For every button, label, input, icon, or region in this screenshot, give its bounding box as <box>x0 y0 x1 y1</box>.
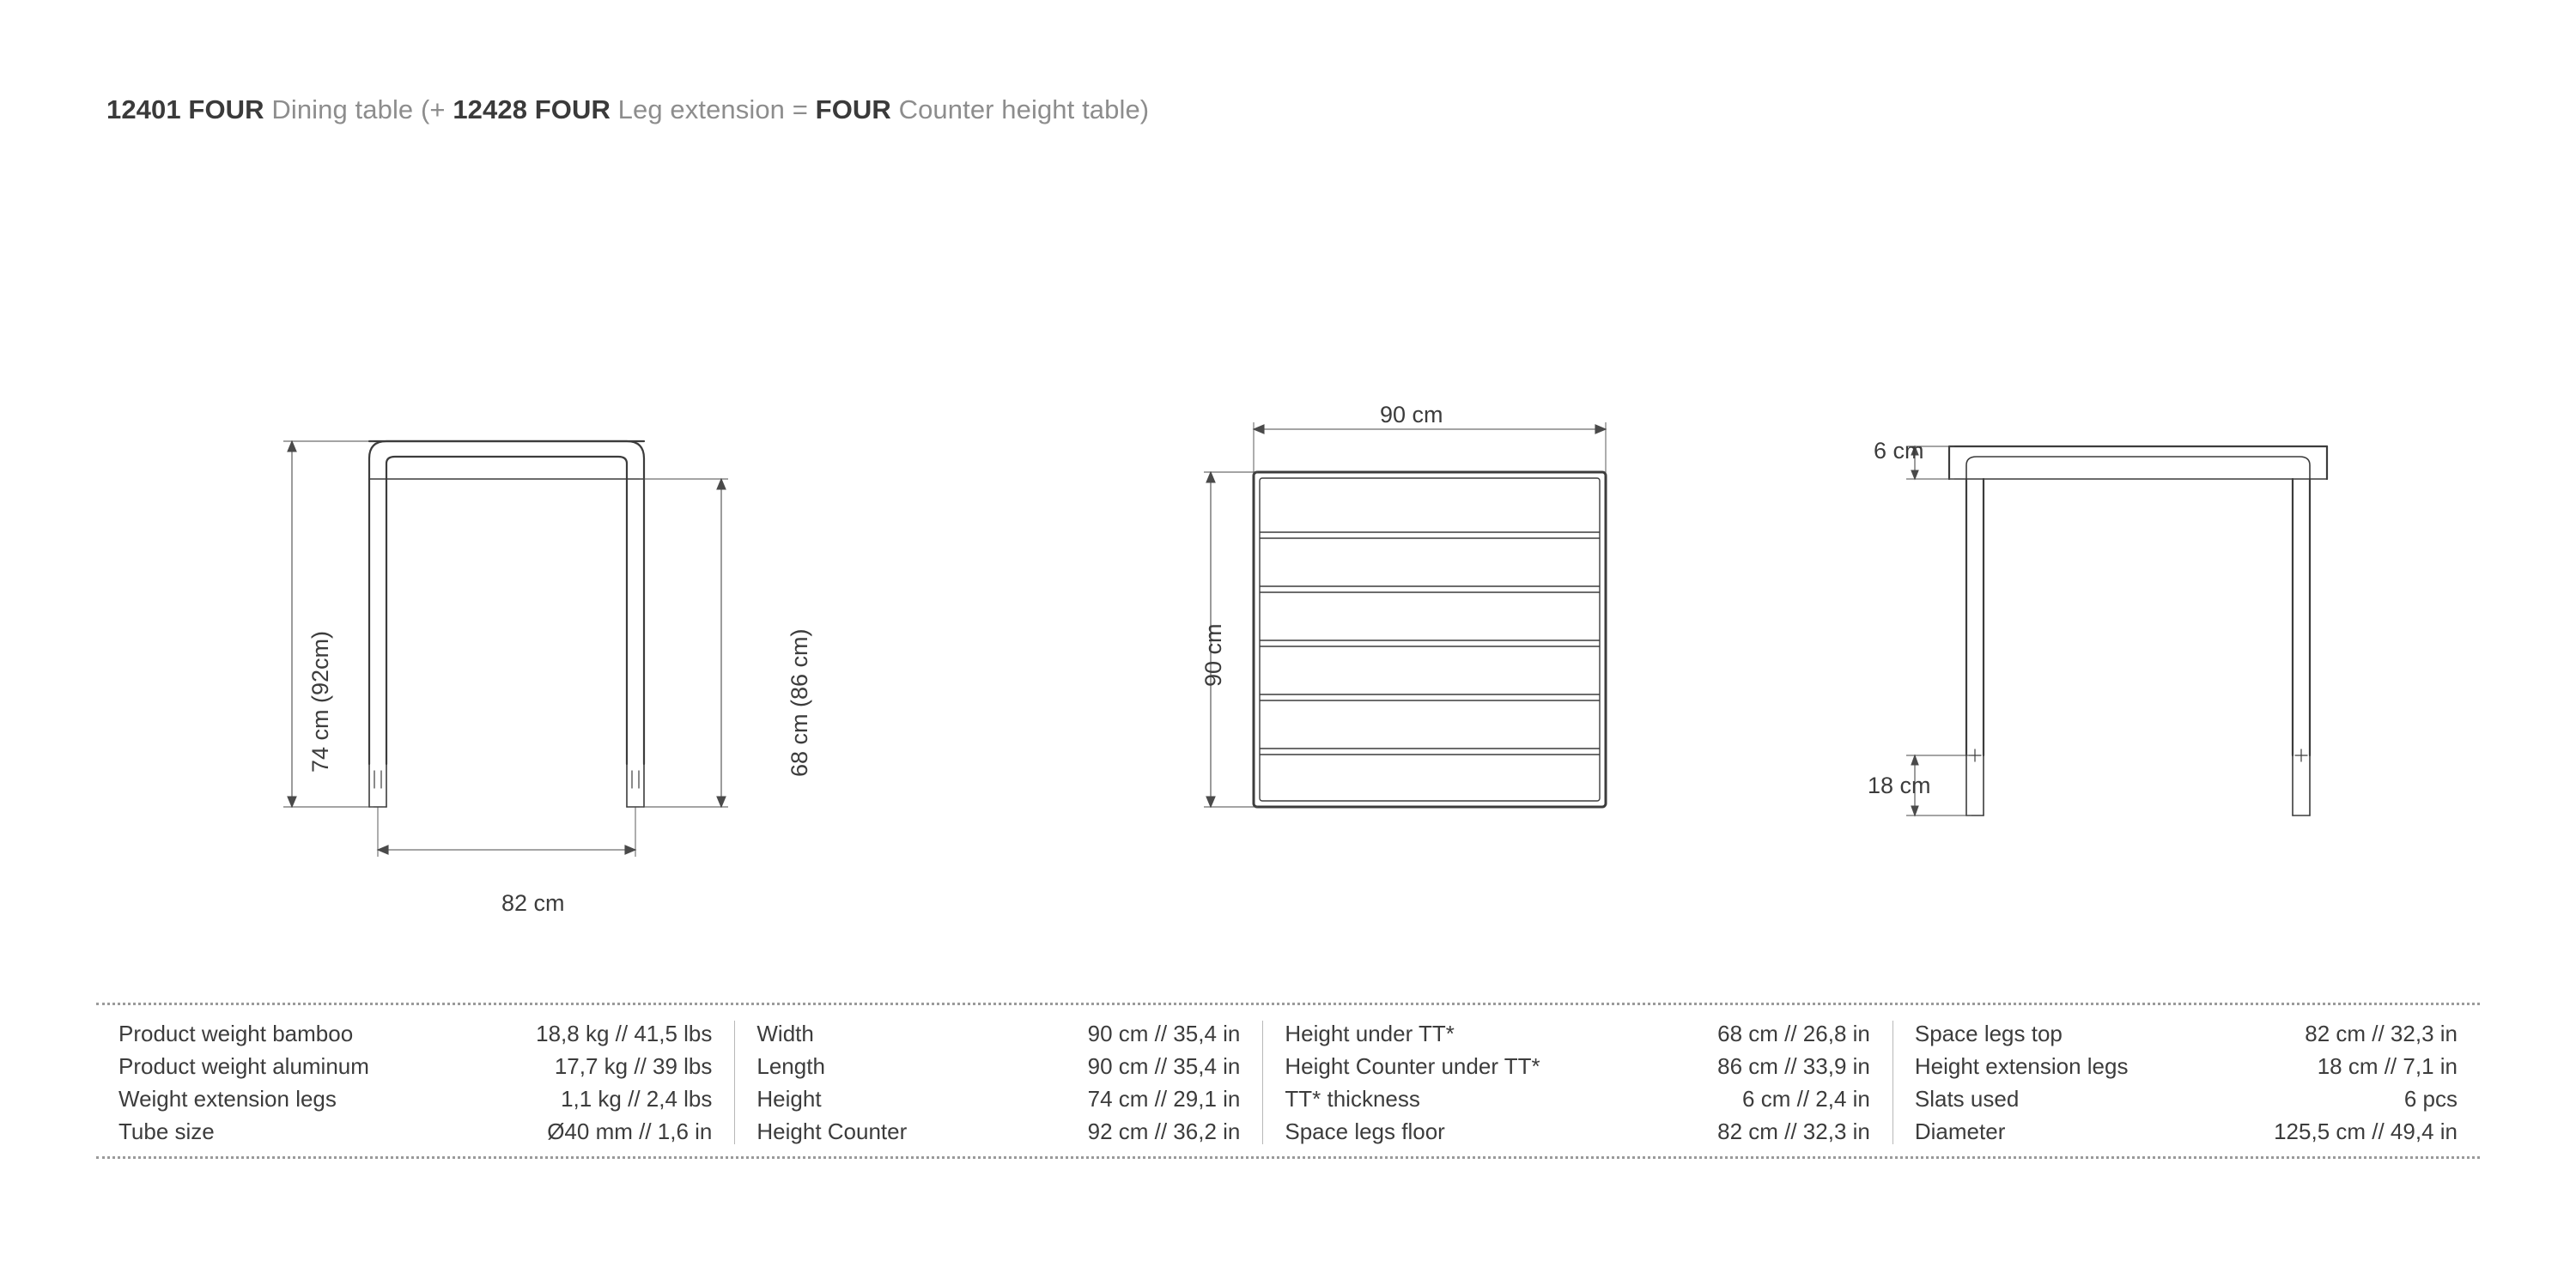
spec-label: Slats used <box>1914 1086 2020 1112</box>
product-code-primary: 12401 FOUR <box>106 94 264 124</box>
spec-row <box>1915 1115 2458 1148</box>
spec-column-dimensions <box>734 1017 1262 1148</box>
spec-row <box>756 1017 1240 1050</box>
spec-label: Height under TT* <box>1285 1021 1455 1046</box>
spec-label: Product weight aluminum <box>118 1053 369 1079</box>
spec-row <box>118 1115 712 1148</box>
side-view-top-thickness-label: 6 cm <box>1874 438 1924 464</box>
spec-label: Height <box>756 1086 822 1112</box>
spec-row <box>118 1050 712 1082</box>
spec-value: 6 cm // 2,4 in <box>1742 1086 1870 1112</box>
side-view-drawing <box>1846 412 2464 893</box>
spec-value: 1,1 kg // 2,4 lbs <box>561 1086 713 1112</box>
spec-value: 18,8 kg // 41,5 lbs <box>536 1021 713 1046</box>
top-view-drawing <box>1185 386 1666 833</box>
spec-value: Ø40 mm // 1,6 in <box>547 1119 713 1144</box>
spec-value: 6 pcs <box>2403 1086 2458 1112</box>
spec-value: 18 cm // 7,1 in <box>2317 1053 2458 1079</box>
spec-row <box>756 1050 1240 1082</box>
product-code-result: FOUR <box>815 94 891 124</box>
spec-value: 92 cm // 36,2 in <box>1087 1119 1241 1144</box>
spec-row <box>1285 1082 1870 1115</box>
spec-value: 86 cm // 33,9 in <box>1717 1053 1870 1079</box>
spec-label: Diameter <box>1914 1119 2006 1144</box>
top-view-depth-label: 90 cm <box>1200 623 1226 687</box>
spec-row <box>756 1115 1240 1148</box>
side-view-extension-label: 18 cm <box>1868 773 1931 798</box>
spec-row <box>1915 1017 2458 1050</box>
spec-column-heights <box>1262 1017 1893 1148</box>
spec-value: 74 cm // 29,1 in <box>1087 1086 1241 1112</box>
spec-value: 17,7 kg // 39 lbs <box>554 1053 713 1079</box>
spec-label: Height Counter <box>756 1119 908 1144</box>
specifications-table <box>96 1003 2480 1159</box>
product-name-primary: Dining table (+ <box>264 94 453 124</box>
spec-label: Width <box>756 1021 814 1046</box>
spec-label: Tube size <box>118 1119 215 1144</box>
spec-column-weights <box>96 1017 734 1148</box>
spec-label: Weight extension legs <box>118 1086 337 1112</box>
front-view-width-label: 82 cm <box>501 890 565 916</box>
product-name-result: Counter height table) <box>890 94 1150 124</box>
spec-label: Height extension legs <box>1914 1053 2129 1079</box>
front-view-drawing <box>258 429 807 910</box>
spec-row <box>118 1082 712 1115</box>
product-name-extension: Leg extension = <box>610 94 816 124</box>
spec-value: 82 cm // 32,3 in <box>2305 1021 2458 1046</box>
spec-row <box>1285 1017 1870 1050</box>
front-view-height-right-label: 68 cm (86 cm) <box>787 628 812 777</box>
top-view-width-label: 90 cm <box>1380 402 1443 427</box>
product-code-extension: 12428 FOUR <box>453 94 611 124</box>
spec-row <box>1285 1050 1870 1082</box>
spec-label: Height Counter under TT* <box>1285 1053 1540 1079</box>
front-view-height-left-label: 74 cm (92cm) <box>307 630 333 773</box>
spec-label: Space legs floor <box>1285 1119 1445 1144</box>
spec-label: Length <box>756 1053 825 1079</box>
spec-label: Product weight bamboo <box>118 1021 354 1046</box>
spec-row <box>1915 1082 2458 1115</box>
spec-value: 68 cm // 26,8 in <box>1717 1021 1870 1046</box>
spec-value: 90 cm // 35,4 in <box>1087 1053 1241 1079</box>
spec-row <box>1285 1115 1870 1148</box>
spec-label: TT* thickness <box>1285 1086 1420 1112</box>
spec-label: Space legs top <box>1914 1021 2063 1046</box>
spec-row <box>756 1082 1240 1115</box>
spec-column-misc <box>1893 1017 2480 1148</box>
spec-value: 90 cm // 35,4 in <box>1087 1021 1241 1046</box>
spec-divider-bottom <box>96 1156 2480 1159</box>
spec-value: 125,5 cm // 49,4 in <box>2274 1119 2458 1144</box>
spec-value: 82 cm // 32,3 in <box>1717 1119 1870 1144</box>
spec-row <box>118 1017 712 1050</box>
spec-columns <box>96 1005 2480 1156</box>
spec-row <box>1915 1050 2458 1082</box>
